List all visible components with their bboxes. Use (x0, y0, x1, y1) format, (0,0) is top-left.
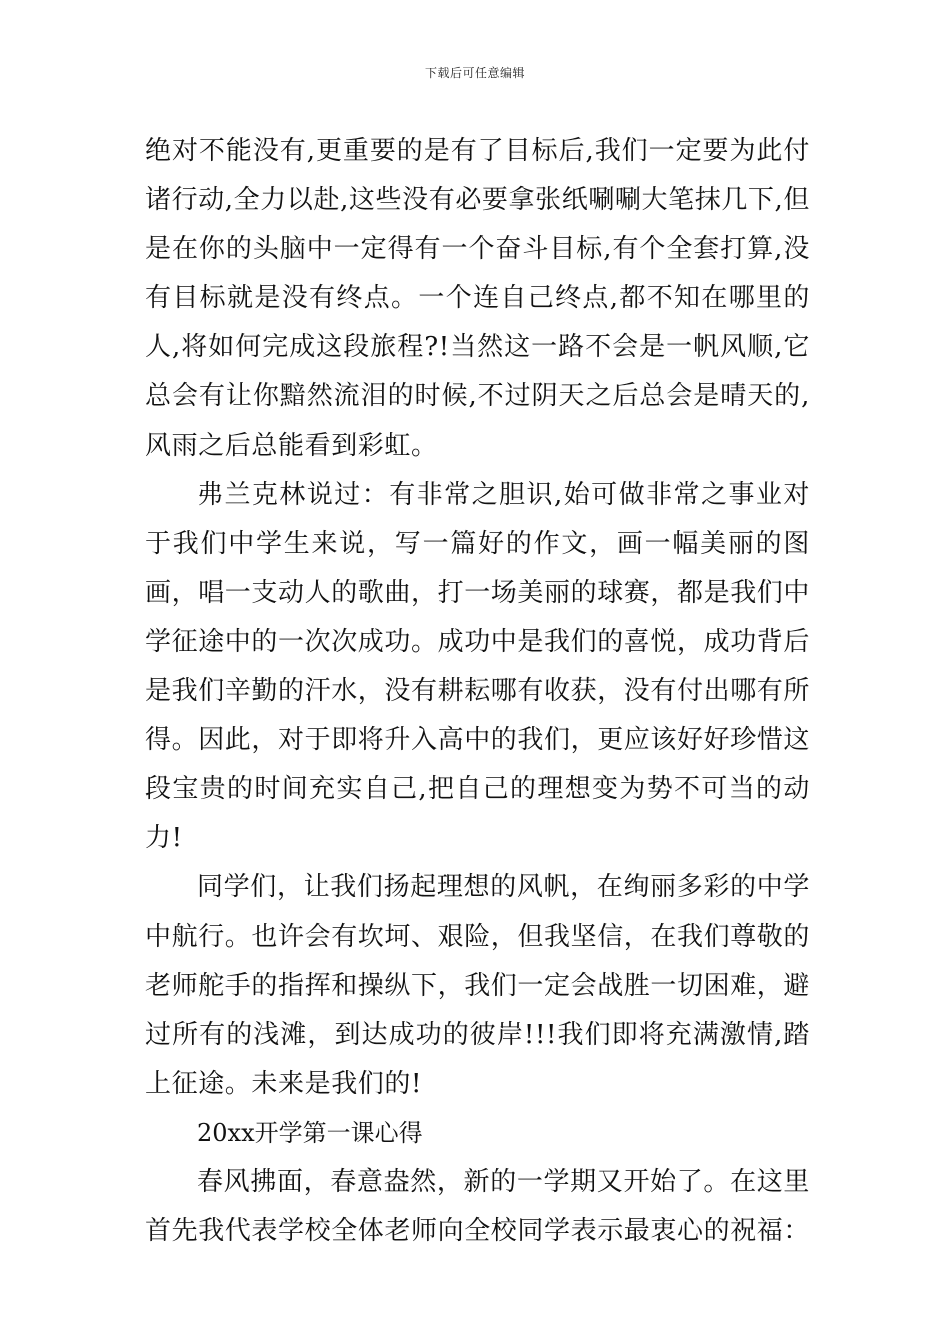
paragraph-franklin-quote: 弗兰克林说过：有非常之胆识,始可做非常之事业对于我们中学生来说，写一篇好的作文，画一幅美丽的图画，唱一支动人的歌曲，打一场美丽的球赛，都是我们中学征途中的一次次成功。成功中是我们的喜悦，成功背后是我们辛勤的汗水，没有耕耘哪有收获，没有付出哪有所得。因此，对于即将升入高中的我们，更应该好好珍惜这段宝贵的时间充实自己,把自己的理想变为势不可当的动力! (145, 479, 811, 854)
paragraph-classmates: 同学们，让我们扬起理想的风帆，在绚丽多彩的中学中航行。也许会有坎坷、艰险，但我坚信，在我们尊敬的老师舵手的指挥和操纵下，我们一定会战胜一切困难，避过所有的浅滩，到达成功的彼岸!!!我们即将充满激情,踏上征途。未来是我们的! (145, 872, 811, 1099)
paragraph-goals: 绝对不能没有,更重要的是有了目标后,我们一定要为此付诸行动,全力以赴,这些没有必要拿张纸唰唰大笔抹几下,但是在你的头脑中一定得有一个奋斗目标,有个全套打算,没有目标就是没有终点。一个连自己终点,都不知在哪里的人,将如何完成这段旅程?!当然这一路不会是一帆风顺,它总会有让你黯然流泪的时候,不过阴天之后总会是晴天的,风雨之后总能看到彩虹。 (145, 136, 810, 461)
section-title: 20xx开学第一课心得 (197, 1118, 423, 1147)
paragraph-spring-opening: 春风拂面，春意盎然，新的一学期又开始了。在这里首先我代表学校全体老师向全校同学表示最衷心的祝福： (145, 1166, 811, 1247)
document-body (145, 127, 810, 1256)
page-header: 下载后可任意编辑 (424, 66, 525, 80)
